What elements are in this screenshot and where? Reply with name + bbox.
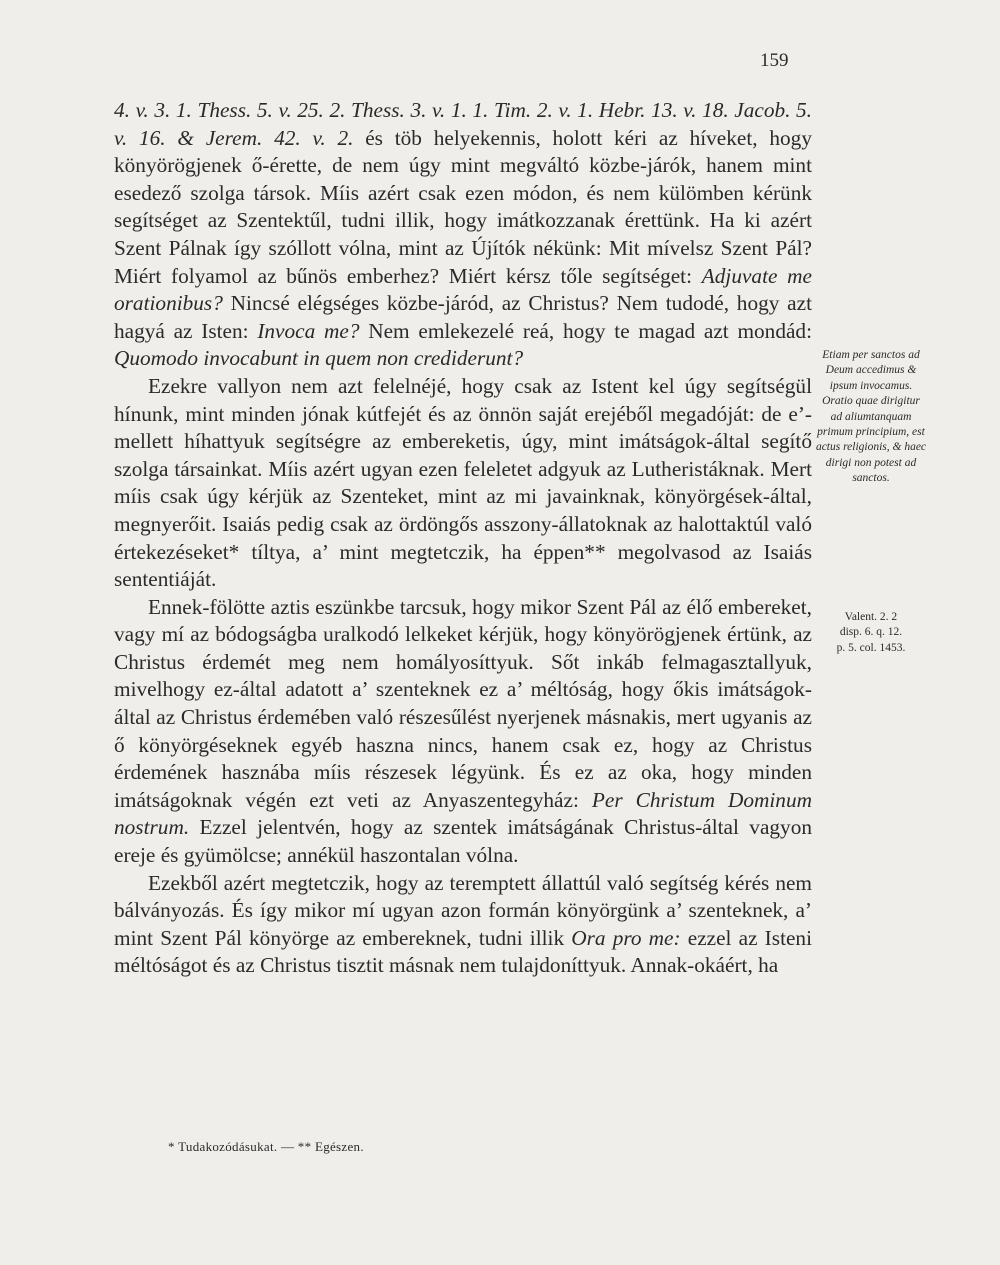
text-segment: Nincsé elégséges közbe-járód, az Christus? Nem tudodé, hogy azt hagyá az Isten:	[114, 291, 812, 343]
margin-reference-line: p. 5. col. 1453.	[836, 641, 906, 654]
latin-quote: Ora pro me:	[571, 925, 681, 950]
latin-quote: Adjuvate me orationibus?	[114, 263, 812, 316]
margin-note-latin-1: Etiam per sanctos ad Deum accedimus & ipsum invocamus.	[822, 349, 920, 392]
latin-quote: Per Christum Dominum nostrum.	[114, 787, 812, 840]
paragraph-4	[114, 870, 812, 980]
main-text	[114, 97, 812, 980]
text-segment: Ezzel jelentvén, hogy az szentek imátságának Christus-által vagyon ereje és gyümölcse; annékül haszontalan vólna.	[114, 815, 812, 868]
footnotes: * Tudakozódásukat. — ** Egészen.	[168, 1139, 364, 1154]
text-segment: és töb helyekennis, holott kéri az híveket, hogy könyörögjenek ő-érette, de nem úgy mint megváltó közbe-járók, hanem mint esedező szolga társok. Míis azért csak ezen módon, és nem külömben kérünk segítséget az Szentektűl, tudni illik, hogy imátkozzanak érettünk. Ha ki azért Szent Pálnak így szóllott vólna, mint az Újítók nékünk: Mit mívelsz Szent Pál? Miért folyamol az bűnös emberhez? Miért kérsz tőle segítséget:	[114, 125, 812, 288]
paragraph-2: Ezekre vallyon nem azt felelnéjé, hogy csak az Istent kel úgy segítségül hínunk, mint minden jónak kútfejét és az önnön saját erejéből megadóját: de e’-mellett híhattyuk segítségre az embereketis, úgy, mint imátságok-által segítő szolga társainkat. Míis azért ugyan ezen feleletet adgyuk az Lutheristáknak. Mert míis csak úgy kérjük az Szenteket, mint az mi javainknak, könyörgések-által, megnyerőit. Isaiás pedig csak az ördöngős asszony-állatoknak az halottaktúl való értekezéseket* tíltya, a’ mint megtetczik, ha éppen** megolvasod az Isaiás sententiáját.	[114, 373, 812, 592]
text-segment: Nem emlekezelé reá, hogy te magad azt mondád:	[359, 318, 812, 343]
page-number: 159	[760, 50, 789, 71]
text-segment: Ennek-fölötte aztis eszünkbe tarcsuk, hogy mikor Szent Pál az élő embereket, vagy mí az bódogságba uralkodó lelkeket kérjük, hogy könyörögjenek értünk, az Christus érdemét meg nem homályosíttyuk. Sőt inkáb felmagasztallyuk, mivelhogy ez-által adatott a’ szenteknek ez a’ méltóság, hogy őkis imátságok-által az Christus érdemében való részesűlést nyerjenek másnakis, mert ugyanis az ő könyörgéseknek egyéb haszna nincs, hanem csak ez, hogy az Christus érdemének hasznába míis részesek légyünk. És ez az oka, hogy minden imátságoknak végén ezt veti az Anyaszentegyház:	[114, 594, 812, 812]
text-segment: Ezekből azért megtetczik, hogy az teremptett állattúl való segítség kérés nem bálványozás. És így mikor mí ugyan azon formán könyörgünk a’ szenteknek, a’ mint Szent Pál könyörge az embereknek, tudni illik	[114, 870, 812, 950]
latin-quote: Invoca me?	[257, 318, 360, 343]
margin-note	[815, 348, 927, 487]
margin-reference-line: disp. 6. q. 12.	[839, 626, 903, 639]
paragraph-3	[114, 594, 812, 870]
paragraph-1	[114, 97, 812, 373]
text-segment: ezzel az Isteni méltóságot és az Christus tisztit másnak nem tulajdoníttyuk. Annak-okáért, ha	[114, 925, 813, 978]
bible-references: 4. v. 3. 1. Thess. 5. v. 25. 2. Thess. 3. v. 1. 1. Tim. 2. v. 1. Hebr. 13. v. 18. Jacob. 5. v. 16. & Jerem. 42. v. 2.	[114, 98, 812, 150]
margin-note-latin-2: Oratio quae dirigitur ad aliumtanquam primum principium, est actus religionis, & haec dirigi non potest ad sanctos.	[815, 395, 927, 485]
latin-quote: Quomodo invocabunt in quem non crediderunt?	[114, 346, 524, 371]
margin-reference-line: Valent. 2. 2	[844, 611, 898, 623]
margin-reference	[815, 610, 927, 656]
